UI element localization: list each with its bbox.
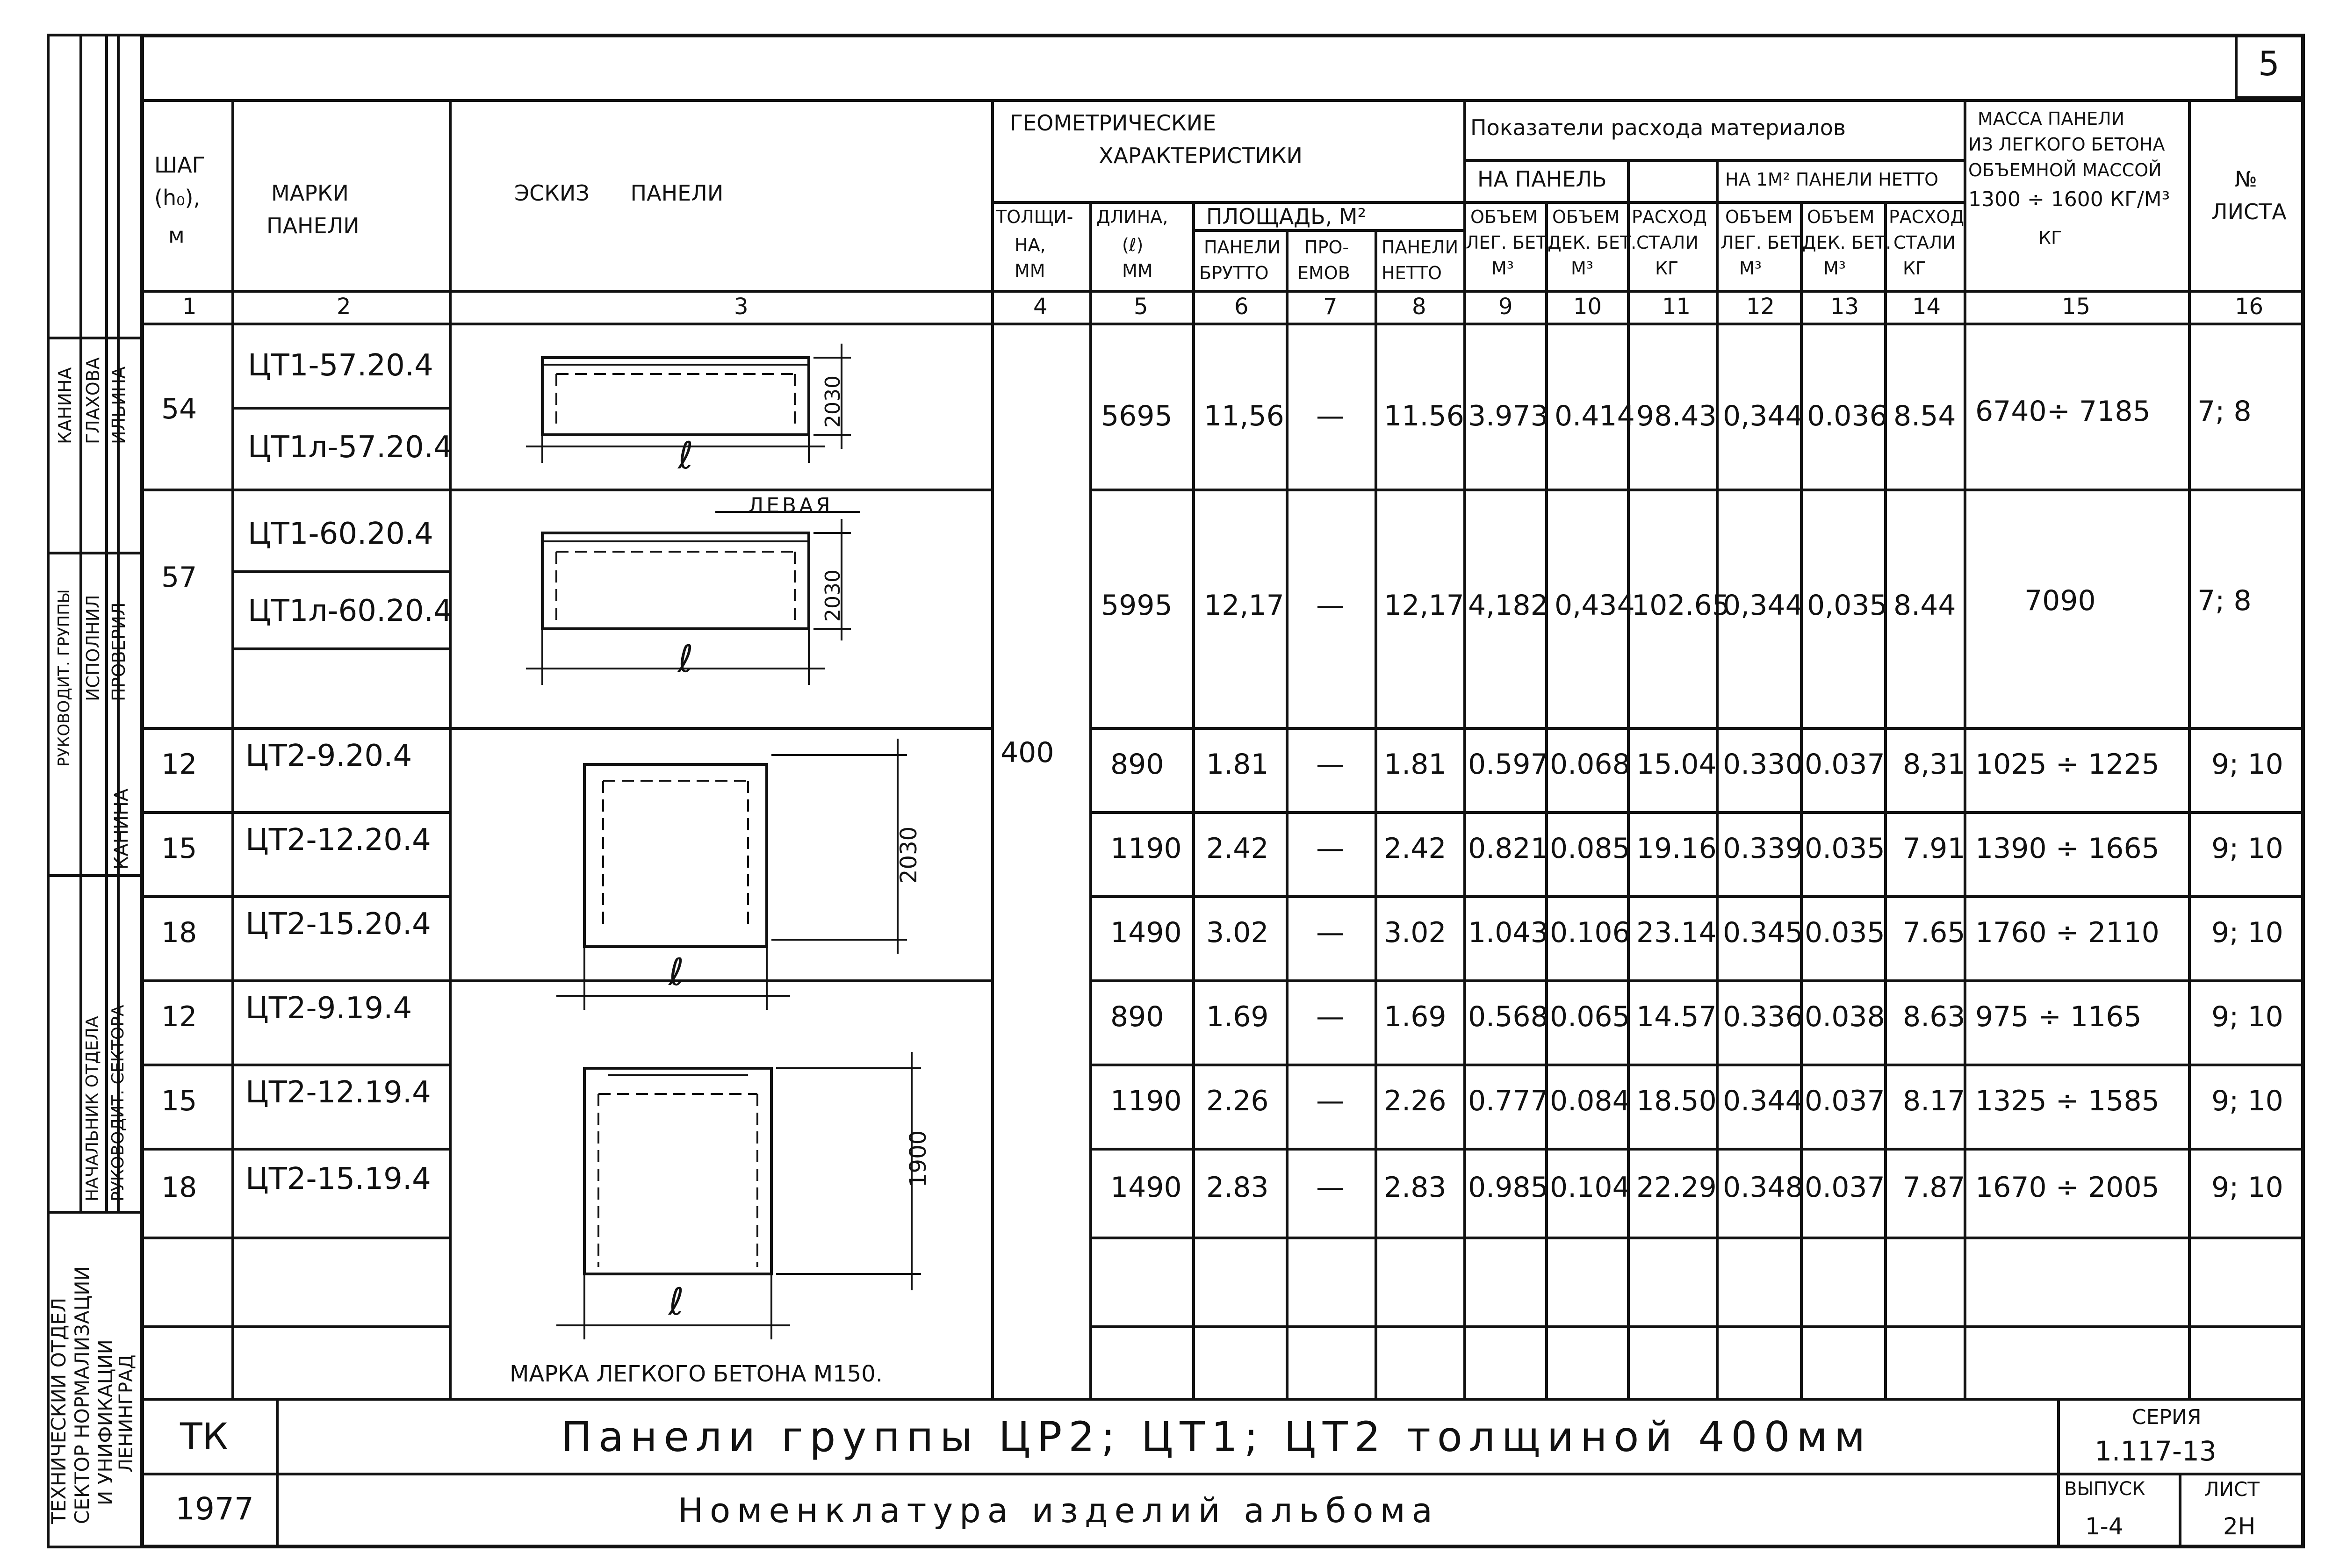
tb-sheet-label: ЛИСТ [2204, 1478, 2260, 1501]
hdr-vol-dec-2-c: М³ [1823, 258, 1846, 279]
row-5-net: 2.26 [1384, 1085, 1447, 1117]
row-4-v3: 0.336 [1723, 1000, 1803, 1033]
row-1-v4: 0.037 [1805, 748, 1885, 781]
hdr-steel-1-b: СТАЛИ [1636, 232, 1699, 253]
g2-mark-split [231, 570, 449, 573]
hdr-mass-2: ИЗ ЛЕГКОГО БЕТОНА [1968, 134, 2165, 155]
row-4-length: 890 [1110, 1000, 1164, 1033]
g1-mass: 6740÷ 7185 [1975, 395, 2151, 428]
hdr-marks-1: МАРКИ [271, 180, 349, 206]
hdr-length-3: ММ [1122, 260, 1153, 281]
hdr-step-1: ШАГ [154, 152, 205, 178]
stamp-role-0: НАЧАЛЬНИК ОТДЕЛА [83, 1016, 102, 1201]
hdr-mass-3: ОБЪЕМНОЙ МАССОЙ [1968, 160, 2162, 180]
body-bottom [140, 1398, 2305, 1401]
col-line-13 [1884, 201, 1887, 1398]
row-4-sheet: 9; 10 [2211, 1000, 2283, 1033]
hdr-vol-dec-1-a: ОБЪЕМ [1552, 207, 1620, 227]
row-6-v4: 0.037 [1805, 1171, 1885, 1204]
sheet-number: 5 [2258, 44, 2280, 83]
row-5-mass: 1325 ÷ 1585 [1975, 1085, 2159, 1117]
row-line-2 [140, 895, 449, 898]
colnum-7: 7 [1323, 294, 1338, 320]
row-2-mark: ЦТ2-12.20.4 [245, 823, 431, 857]
sketch2-dim-length: ℓ [678, 637, 694, 681]
tb-series-value: 1.117-13 [2095, 1435, 2217, 1467]
row-line-6 [140, 1237, 449, 1239]
hdr-vol-lw-1-c: М³ [1491, 258, 1514, 279]
row-1-v3: 0.330 [1723, 748, 1803, 781]
sketch1-dim-height: 2030 [821, 375, 845, 428]
sketch1-dim-length: ℓ [678, 434, 694, 477]
col-line-5 [1192, 201, 1195, 1398]
row-3-gross: 3.02 [1206, 916, 1269, 949]
tb-series-label: СЕРИЯ [2132, 1405, 2202, 1429]
row-2-step: 15 [161, 832, 197, 865]
col-line-3 [991, 99, 994, 1399]
hdr-area-open-1: ПРО- [1304, 237, 1349, 258]
row-1-net: 1.81 [1384, 748, 1447, 781]
row-1-openings: — [1316, 748, 1344, 781]
hdr-vol-dec-2-b: ДЕК. БЕТ. [1802, 232, 1892, 253]
thickness-value: 400 [1001, 736, 1054, 769]
g1-step: 54 [161, 393, 197, 425]
g2-gross: 12,17 [1204, 589, 1284, 622]
row-line-1 [140, 811, 449, 814]
g1-v3: 0,344 [1723, 400, 1803, 432]
stamp-line-1 [47, 337, 140, 339]
row-6-mass: 1670 ÷ 2005 [1975, 1171, 2159, 1204]
row-4-v4: 0.038 [1805, 1000, 1885, 1033]
hdr-mass-5: КГ [2038, 228, 2062, 248]
colnum-5: 5 [1134, 294, 1148, 320]
g1-sheet: 7; 8 [2197, 395, 2252, 428]
col-line-8 [1463, 99, 1466, 1399]
row-4-gross: 1.69 [1206, 1000, 1269, 1033]
col-line-4 [1089, 201, 1092, 1398]
row-2-net: 2.42 [1384, 832, 1447, 865]
tb-year: 1977 [175, 1491, 254, 1527]
hdr-length-1: ДЛИНА, [1096, 207, 1168, 227]
g1-mark-2: ЦТ1л-57.20.4 [248, 430, 453, 465]
row-line-7 [140, 1325, 449, 1328]
g2-v2: 0,434 [1555, 589, 1635, 622]
g2-v3: 0,344 [1723, 589, 1803, 622]
row-3-sheet: 9; 10 [2211, 916, 2283, 949]
row-6-v2: 0.104 [1550, 1171, 1630, 1204]
tb-issue-label: ВЫПУСК [2064, 1478, 2145, 1500]
row-2-v3: 0.339 [1723, 832, 1803, 865]
g2-bottom-r [1089, 727, 2305, 730]
hdr-steel-1-c: КГ [1655, 258, 1679, 279]
colnum-2: 2 [337, 294, 351, 320]
g1-v2: 0.414 [1555, 400, 1635, 432]
hdr-steel-2-b: СТАЛИ [1893, 232, 1956, 253]
hdr-vol-lw-1-b: ЛЕГ. БЕТ. [1466, 232, 1553, 253]
g1-v1: 3.973 [1468, 400, 1548, 432]
row-5-step: 15 [161, 1085, 197, 1117]
tb-sheet-value: 2Н [2223, 1513, 2256, 1540]
row-6-gross: 2.83 [1206, 1171, 1269, 1204]
row-6-mark: ЦТ2-15.19.4 [245, 1162, 431, 1196]
hdr-area-net-1: ПАНЕЛИ [1382, 237, 1459, 258]
hdr-geom-2: ХАРАКТЕРИСТИКИ [1099, 143, 1303, 168]
row-2-length: 1190 [1110, 832, 1182, 865]
row-5-sheet: 9; 10 [2211, 1085, 2283, 1117]
colnum-10: 10 [1573, 294, 1602, 320]
row-6-step: 18 [161, 1171, 197, 1204]
hdr-geom-1: ГЕОМЕТРИЧЕСКИЕ [1010, 110, 1216, 136]
g1-s1: 98.43 [1636, 400, 1717, 432]
colnum-9: 9 [1498, 294, 1513, 320]
hdr-per-m2: НА 1М² ПАНЕЛИ НЕТТО [1725, 169, 1939, 190]
row-line-4r [1089, 1064, 2305, 1066]
row-5-gross: 2.26 [1206, 1085, 1269, 1117]
stamp-vline-1 [79, 34, 82, 1211]
hdr-sheet-no-2: ЛИСТА [2211, 199, 2287, 224]
hdr-vol-dec-1-b: ДЕК. БЕТ. [1548, 232, 1637, 253]
hdr-vol-lw-2-c: М³ [1739, 258, 1762, 279]
hdr-area-gross-1: ПАНЕЛИ [1204, 237, 1281, 258]
row-3-v2: 0.106 [1550, 916, 1630, 949]
mat-sub-line2 [1463, 201, 1964, 204]
row-3-mass: 1760 ÷ 2110 [1975, 916, 2159, 949]
g2-sheet: 7; 8 [2197, 584, 2252, 617]
row-2-openings: — [1316, 832, 1344, 865]
hdr-vol-lw-2-b: ЛЕГ. БЕТ. [1720, 232, 1807, 253]
stamp-org-3: ЛЕНИНГРАД [115, 1354, 137, 1473]
tb-org-code: ТК [180, 1416, 229, 1458]
row-1-mass: 1025 ÷ 1225 [1975, 748, 2159, 781]
concrete-grade-note: МАРКА ЛЕГКОГО БЕТОНА М150. [510, 1361, 883, 1387]
g1-net: 11.56 [1384, 400, 1464, 432]
row-6-v1: 0.985 [1468, 1171, 1548, 1204]
g2-mark-split2 [231, 647, 449, 650]
colnum-6: 6 [1234, 294, 1249, 320]
hdr-step-3: м [168, 223, 185, 248]
row-1-v2: 0.068 [1550, 748, 1630, 781]
g2-mark-2: ЦТ1л-60.20.4 [248, 594, 453, 628]
col-line-12 [1800, 201, 1803, 1398]
sketch3-dim-length: ℓ [669, 950, 684, 994]
g1-s2: 8.54 [1893, 400, 1956, 432]
row-4-mark: ЦТ2-9.19.4 [245, 991, 412, 1026]
g1-bottom-r [1089, 489, 2305, 491]
row-line-5r [1089, 1148, 2305, 1151]
sketch4-dim-height: 1900 [905, 1130, 931, 1187]
row-6-s1: 22.29 [1636, 1171, 1717, 1204]
row-2-mass: 1390 ÷ 1665 [1975, 832, 2159, 865]
g2-s2: 8.44 [1893, 589, 1956, 622]
row-4-mass: 975 ÷ 1165 [1975, 1000, 2142, 1033]
colnum-1: 1 [182, 294, 197, 320]
sketch2-dim-height: 2030 [821, 569, 845, 622]
header-colnum-top [140, 290, 2305, 293]
row-1-sheet: 9; 10 [2211, 748, 2283, 781]
colnum-4: 4 [1033, 294, 1048, 320]
sketch3-dim-height: 2030 [896, 826, 922, 884]
stamp-role-2-2: ПРОВЕРИЛ [108, 602, 129, 701]
hdr-vol-lw-1-a: ОБЪЕМ [1470, 207, 1538, 227]
row-4-step: 12 [161, 1000, 197, 1033]
col-line-9 [1545, 201, 1548, 1398]
row-4-s2: 8.63 [1903, 1000, 1965, 1033]
g2-mark-1: ЦТ1-60.20.4 [248, 517, 433, 551]
hdr-materials: Показатели расхода материалов [1470, 115, 1846, 140]
g1-openings: — [1316, 400, 1344, 432]
hdr-vol-dec-2-a: ОБЪЕМ [1807, 207, 1875, 227]
g1-mark-1: ЦТ1-57.20.4 [248, 348, 433, 383]
row-line-3r [1089, 979, 2305, 982]
g1-v4: 0.036 [1807, 400, 1887, 432]
tb-title-1: Панели группы ЦР2; ЦТ1; ЦТ2 толщиной 400мм [561, 1413, 1872, 1461]
hdr-area-gross-2: БРУТТО [1199, 263, 1269, 283]
row-1-length: 890 [1110, 748, 1164, 781]
g1-mark-split [231, 407, 449, 410]
hdr-area-open-2: ЕМОВ [1297, 263, 1350, 283]
stamp-org-2: И УНИФИКАЦИИ [94, 1339, 117, 1505]
hdr-steel-2-a: РАСХОД [1889, 207, 1965, 227]
row-4-openings: — [1316, 1000, 1344, 1033]
row-1-mark: ЦТ2-9.20.4 [245, 739, 412, 773]
hdr-mass-4: 1300 ÷ 1600 КГ/М³ [1968, 187, 2170, 211]
row-line-7r [1089, 1325, 2305, 1328]
row-2-gross: 2.42 [1206, 832, 1269, 865]
col-line-15 [2188, 99, 2191, 1399]
col-line-1 [231, 99, 234, 1399]
header-top-line [140, 99, 2305, 102]
row-2-v4: 0.035 [1805, 832, 1885, 865]
hdr-mass-1: МАССА ПАНЕЛИ [1978, 108, 2125, 129]
row-3-step: 18 [161, 916, 197, 949]
row-3-openings: — [1316, 916, 1344, 949]
hdr-thickness-3: ММ [1015, 260, 1045, 281]
tb-hline [140, 1473, 2305, 1475]
tb-title-2: Номенклатура изделий альбома [678, 1491, 1439, 1530]
sketch-left-label: ЛЕВАЯ [748, 494, 833, 518]
row-2-v1: 0.821 [1468, 832, 1548, 865]
row-3-v1: 1.043 [1468, 916, 1548, 949]
row-5-v2: 0.084 [1550, 1085, 1630, 1117]
stamp-name-1: КАНИНА [55, 367, 75, 444]
g2-net: 12,17 [1384, 589, 1464, 622]
tb-vline-3 [2179, 1473, 2181, 1548]
hdr-area-net-2: НЕТТО [1382, 263, 1442, 283]
g2-v1: 4,182 [1468, 589, 1548, 622]
row-line-1r [1089, 811, 2305, 814]
g2-mass: 7090 [2024, 584, 2096, 617]
g2-length: 5995 [1101, 589, 1173, 622]
row-2-v2: 0.085 [1550, 832, 1630, 865]
stamp-org-1: СЕКТОР НОРМАЛИЗАЦИИ [71, 1266, 94, 1524]
hdr-thickness-1: ТОЛЩИ- [996, 207, 1073, 227]
colnum-13: 13 [1830, 294, 1859, 320]
hdr-length-2: (ℓ) [1122, 235, 1144, 255]
colnum-15: 15 [2062, 294, 2091, 320]
row-2-s1: 19.16 [1636, 832, 1717, 865]
row-5-v1: 0.777 [1468, 1085, 1548, 1117]
colnum-11: 11 [1662, 294, 1691, 320]
colnum-16: 16 [2235, 294, 2264, 320]
row-6-v3: 0.348 [1723, 1171, 1803, 1204]
row-5-s2: 8.17 [1903, 1085, 1965, 1117]
row-line-4 [140, 1064, 449, 1066]
stamp-role-1: РУКОВОДИТ. СЕКТОРА [108, 1005, 128, 1201]
stamp-role-2-0: РУКОВОДИТ. ГРУППЫ [55, 589, 73, 767]
hdr-area: ПЛОЩАДЬ, М² [1206, 204, 1367, 229]
hdr-vol-lw-2-a: ОБЪЕМ [1725, 207, 1793, 227]
g2-s1: 102.65 [1632, 589, 1730, 622]
row-1-v1: 0.597 [1468, 748, 1548, 781]
g2-step: 57 [161, 561, 197, 594]
sketch4-dim-length: ℓ [669, 1280, 684, 1323]
stamp-name-2: ГЛАХОВА [83, 357, 103, 444]
row-4-v2: 0.065 [1550, 1000, 1630, 1033]
row-line-2r [1089, 895, 2305, 898]
colnum-3: 3 [734, 294, 749, 320]
stamp-vline-2 [105, 34, 108, 1211]
row-2-s2: 7.91 [1903, 832, 1965, 865]
row-5-v4: 0.037 [1805, 1085, 1885, 1117]
row-4-net: 1.69 [1384, 1000, 1447, 1033]
hdr-steel-2-c: КГ [1903, 258, 1927, 279]
row-3-v4: 0.035 [1805, 916, 1885, 949]
row-5-s1: 18.50 [1636, 1085, 1717, 1117]
colnum-12: 12 [1746, 294, 1775, 320]
row-6-net: 2.83 [1384, 1171, 1447, 1204]
row-6-length: 1490 [1110, 1171, 1182, 1204]
row-5-v3: 0.344 [1723, 1085, 1803, 1117]
tb-issue-value: 1-4 [2085, 1513, 2123, 1540]
g1-gross: 11,56 [1204, 400, 1284, 432]
hdr-sheet-no-1: № [2235, 166, 2257, 192]
row-line-6r [1089, 1237, 2305, 1239]
hdr-per-panel: НА ПАНЕЛЬ [1477, 166, 1607, 192]
row-6-openings: — [1316, 1171, 1344, 1204]
stamp-role-2-1: ИСПОЛНИЛ [83, 595, 103, 701]
row-5-mark: ЦТ2-12.19.4 [245, 1075, 431, 1110]
stamp-line-2 [47, 552, 140, 554]
row-6-sheet: 9; 10 [2211, 1171, 2283, 1204]
row-5-openings: — [1316, 1085, 1344, 1117]
colnum-14: 14 [1912, 294, 1941, 320]
row-1-s2: 8,31 [1903, 748, 1965, 781]
row-3-s1: 23.14 [1636, 916, 1717, 949]
stamp-name-4: КАНИНА [111, 788, 132, 870]
area-sub-line [1192, 229, 1463, 232]
row-6-s2: 7.87 [1903, 1171, 1965, 1204]
hdr-steel-1-a: РАСХОД [1632, 207, 1707, 227]
g2-openings: — [1316, 589, 1344, 622]
hdr-vol-dec-1-c: М³ [1571, 258, 1594, 279]
hdr-step-2: (h₀), [154, 185, 201, 210]
hdr-sketch: ЭСКИЗ ПАНЕЛИ [514, 180, 724, 206]
row-1-step: 12 [161, 748, 197, 781]
sketch-ct2-20 [556, 739, 907, 1010]
row-1-gross: 1.81 [1206, 748, 1269, 781]
row-3-s2: 7.65 [1903, 916, 1965, 949]
g1-length: 5695 [1101, 400, 1173, 432]
row-4-v1: 0.568 [1468, 1000, 1548, 1033]
sketch-ct2-19 [556, 1052, 921, 1339]
row-1-s1: 15.04 [1636, 748, 1717, 781]
stamp-line-4 [47, 1211, 140, 1214]
row-2-sheet: 9; 10 [2211, 832, 2283, 865]
row-3-net: 3.02 [1384, 916, 1447, 949]
stamp-org-0: ТЕХНИЧЕСКИЙ ОТДЕЛ [47, 1297, 70, 1524]
stamp-line-3 [47, 874, 140, 877]
colnum-8: 8 [1412, 294, 1426, 320]
row-line-5 [140, 1148, 449, 1151]
row-3-length: 1490 [1110, 916, 1182, 949]
hdr-marks-2: ПАНЕЛИ [266, 213, 360, 238]
row-4-s1: 14.57 [1636, 1000, 1717, 1033]
mat-sub-line [1463, 159, 1964, 162]
row-3-v3: 0.345 [1723, 916, 1803, 949]
hdr-thickness-2: НА, [1015, 235, 1046, 255]
stamp-name-3: ИЛЬИНА [108, 366, 129, 444]
row-3-mark: ЦТ2-15.20.4 [245, 907, 431, 942]
g2-v4: 0,035 [1807, 589, 1887, 622]
row-5-length: 1190 [1110, 1085, 1182, 1117]
